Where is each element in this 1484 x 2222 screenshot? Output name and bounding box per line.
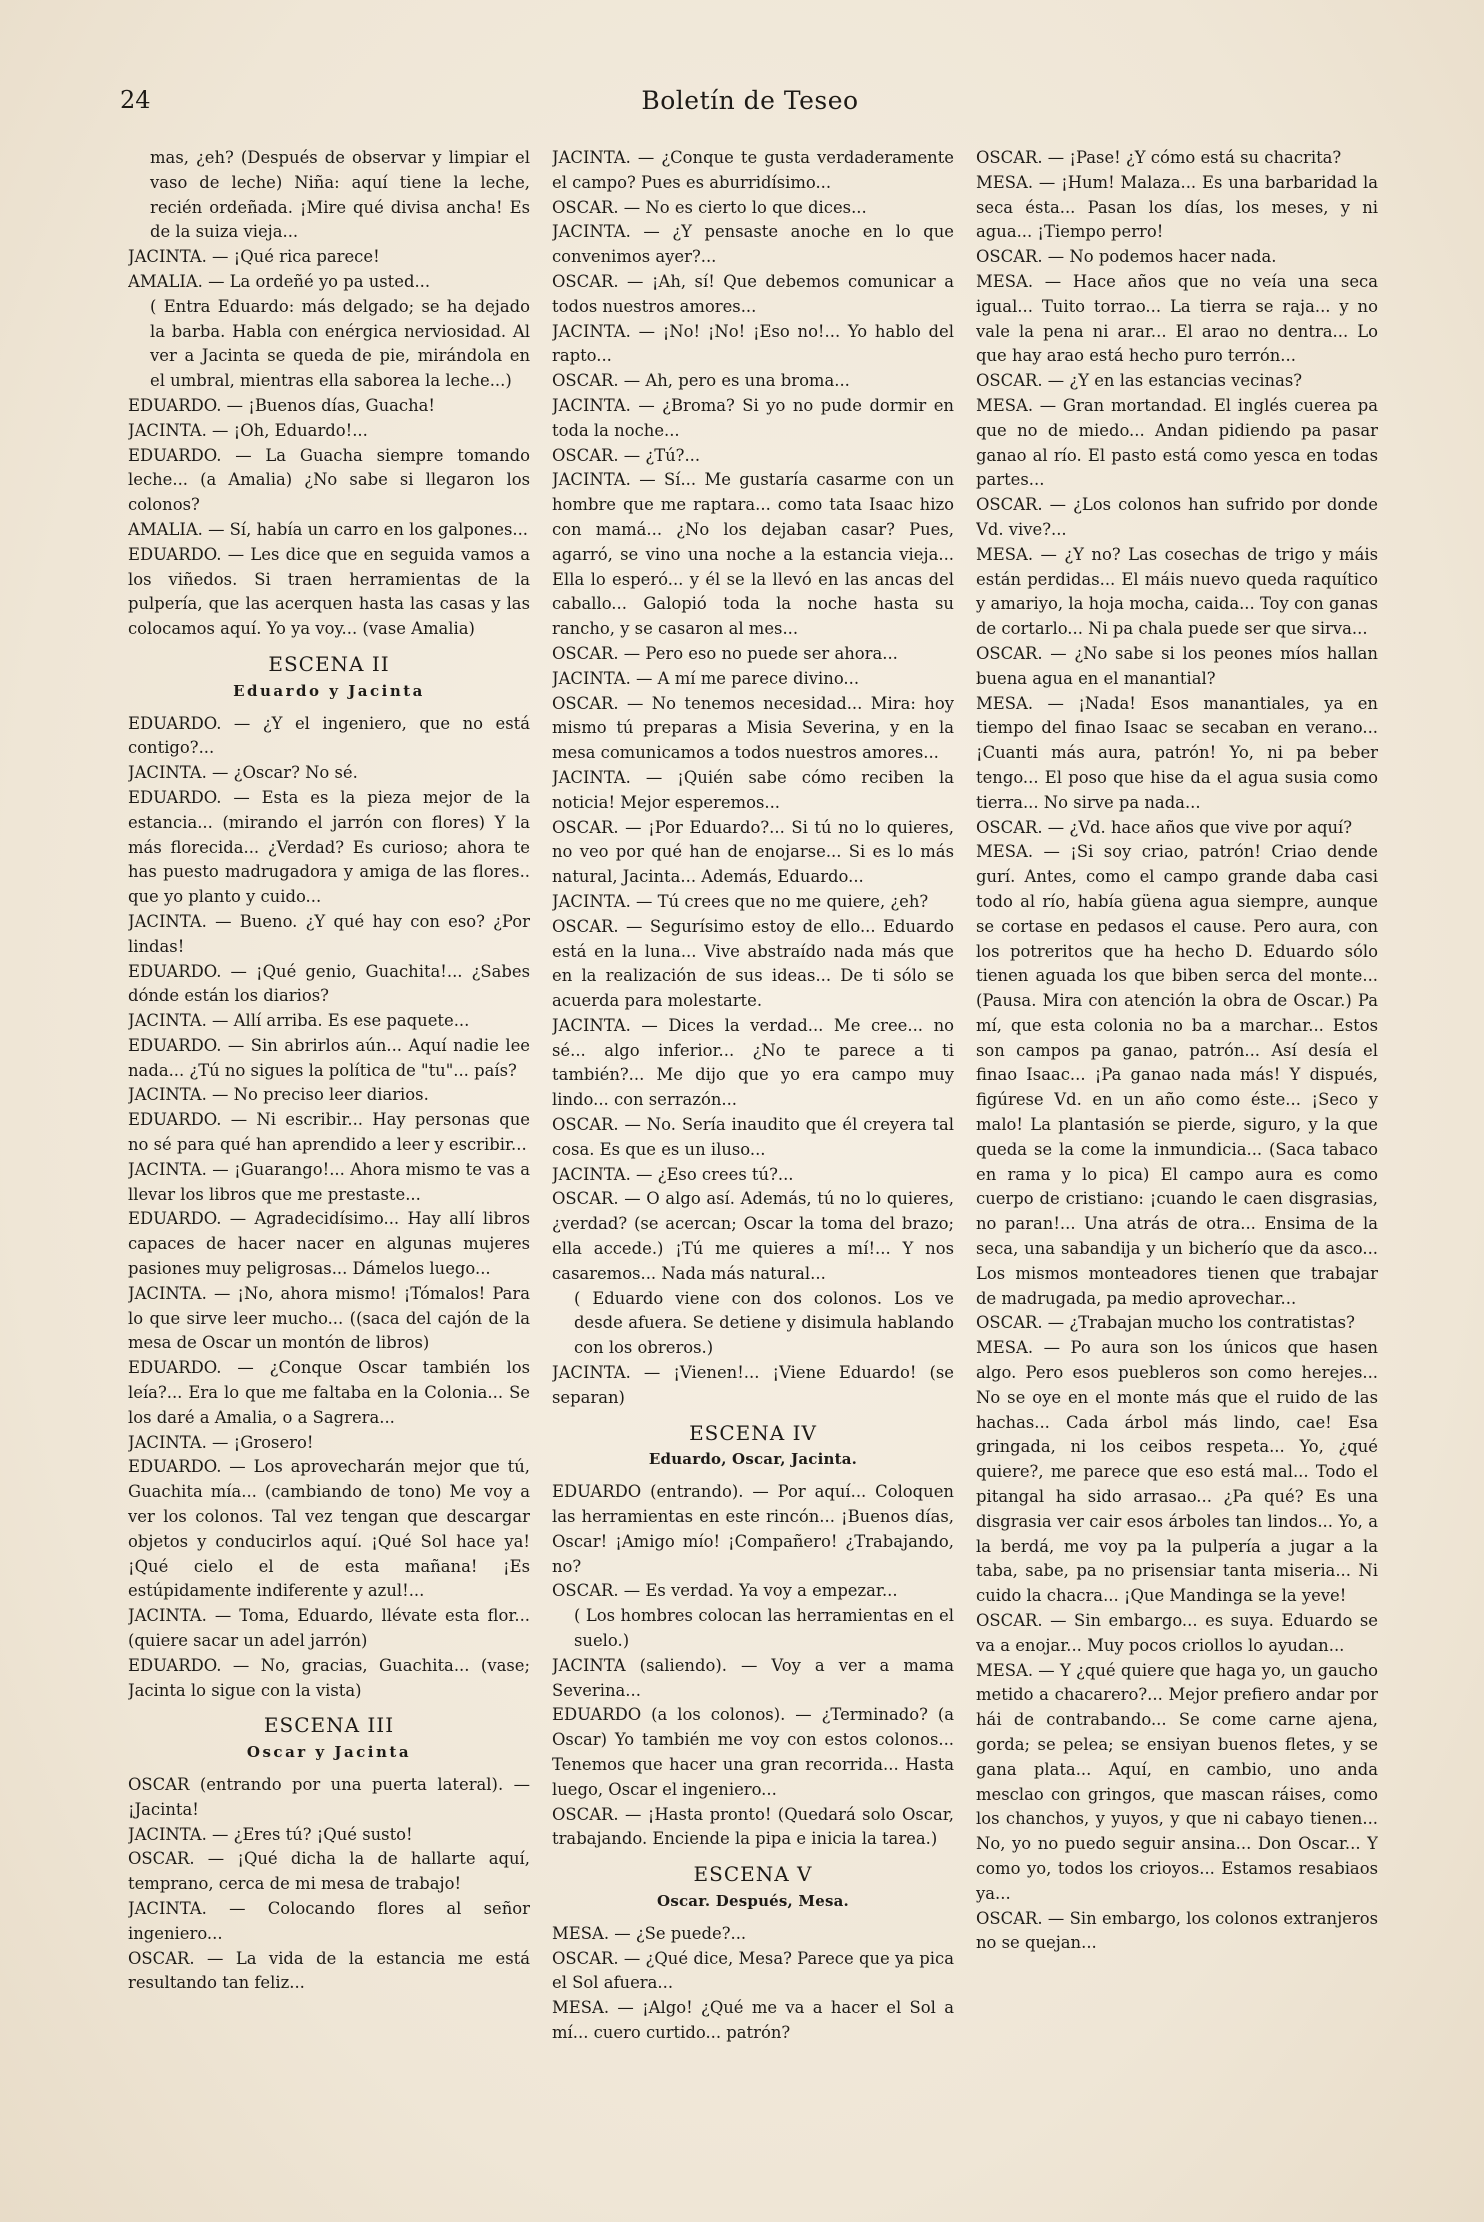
dialogue-line: MESA. — Y ¿qué quiere que haga yo, un gaucho metido a chacarero?... Mejor prefiero andar por hái de contrabando... Se come carne ajena, gorda; se pelea; se ensiyan buenos fletes, y se gana plata... Aquí, en cambio, uno anda mesclao con gringos, que mascan ráises, como los chanchos, y yuyos, y que ni cabayo tienen... No, yo no puedo seguir ansina... Don Oscar... Y como yo, todos los crioyos... Estamos resabiaos ya... (976, 1660, 1378, 1903)
dialogue-line: JACINTA. — Bueno. ¿Y qué hay con eso? ¿Por lindas! (128, 911, 530, 956)
dialogue-line: JACINTA. — ¿Eso crees tú?... (552, 1164, 794, 1184)
dialogue-line: JACINTA. — ¡Guarango!... Ahora mismo te vas a llevar los libros que me prestaste... (128, 1159, 530, 1204)
dialogue-line: MESA. — ¡Hum! Malaza... Es una barbaridad la seca ésta... Pasan los días, los meses, y ni agua... ¡Tiempo perro! (976, 172, 1378, 242)
dialogue-line: OSCAR. — ¿Qué dice, Mesa? Parece que ya pica el Sol afuera... (552, 1948, 954, 1993)
dialogue-line: JACINTA. — ¿Conque te gusta verdaderamente el campo? Pues es aburridísimo... (552, 148, 954, 192)
dialogue-line: OSCAR. — ¿No sabe si los peones míos hallan buena agua en el manantial? (976, 643, 1378, 688)
dialogue-line: EDUARDO (a los colonos). — ¿Terminado? (a Oscar) Yo también me voy con estos colonos... Tenemos que hacer una gran recorrida... Hasta luego, Oscar el ingeniero... (552, 1705, 954, 1799)
dialogue-line: JACINTA. — ¡Grosero! (128, 1432, 314, 1452)
dialogue-line: JACINTA (saliendo). — Voy a ver a mama Severina... (552, 1655, 954, 1700)
dialogue-line: EDUARDO. — Agradecidísimo... Hay allí libros capaces de hacer nacer en algunas mujeres pasiones muy peligrosas... Dámelos luego... (128, 1209, 530, 1279)
dialogue-line: OSCAR. — ¿Trabajan mucho los contratistas? (976, 1313, 1355, 1333)
dialogue-line: JACINTA. — ¡Qué rica parece! (128, 247, 380, 267)
dialogue-line: JACINTA. — ¿Oscar? No sé. (128, 763, 358, 783)
dialogue-line: JACINTA. — ¿Eres tú? ¡Qué susto! (128, 1824, 413, 1844)
paragraph: mas, ¿eh? (Después de observar y limpiar el vaso de leche) Niña: aquí tiene la leche, recién ordeñada. ¡Mire qué divisa ancha! Es de la suiza vieja... (150, 148, 530, 242)
dialogue-line: JACINTA. — Dices la verdad... Me cree... no sé... algo inferior... ¿No te parece a ti también?... Me dijo que yo era campo muy lindo... con serrazón... (552, 1015, 954, 1110)
dialogue-line: JACINTA. — ¡Quién sabe cómo reciben la noticia! Mejor esperemos... (552, 767, 954, 812)
dialogue-line: EDUARDO. — ¡Qué genio, Guachita!... ¿Sabes dónde están los diarios? (128, 961, 530, 1006)
scene-title: ESCENA V (693, 1862, 813, 1887)
dialogue-line: EDUARDO. — Esta es la pieza mejor de la estancia... (mirando el jarrón con flores) Y la más florecida... ¿Verdad? Es curioso; ahora te has puesto madrugadora y amiga de las flores.. que yo planto y cuido... (128, 787, 530, 907)
dialogue-line: OSCAR. — No tenemos necesidad... Mira: hoy mismo tú preparas a Misia Severina, y en la mesa comunicamos a todos nuestros amores... (552, 693, 954, 763)
dialogue-line: OSCAR. — Sin embargo, los colonos extranjeros no se quejan... (976, 1908, 1378, 1953)
dialogue-line: JACINTA. — Allí arriba. Es ese paquete... (128, 1011, 470, 1031)
dialogue-line: EDUARDO. — ¿Y el ingeniero, que no está contigo?... (128, 713, 530, 758)
dialogue-line: MESA. — ¿Y no? Las cosechas de trigo y máis están perdidas... El máis nuevo queda raquítico y amariyo, la hoja mocha, caida... Toy con ganas de cortarlo... Ni pa chala puede ser que sirva... (976, 544, 1378, 639)
dialogue-line: OSCAR. — No podemos hacer nada. (976, 247, 1277, 267)
dialogue-line: JACINTA. — A mí me parece divino... (552, 668, 860, 688)
dialogue-line: OSCAR. — Pero eso no puede ser ahora... (552, 643, 898, 663)
dialogue-line: JACINTA. — ¡No, ahora mismo! ¡Tómalos! Para lo que sirve leer mucho... ((saca del cajón de la mesa de Oscar un montón de libros) (128, 1283, 530, 1353)
dialogue-line: JACINTA. — ¡Vienen!... ¡Viene Eduardo! (se separan) (552, 1363, 954, 1407)
dialogue-line: MESA. — ¡Nada! Esos manantiales, ya en tiempo del finao Isaac se secaban en verano... ¡Cuanti más aura, patrón! Yo, ni pa beber tengo... El poso que hise da el agua susia como tierra... No sirve pa nada... (976, 693, 1378, 812)
dialogue-line: OSCAR. — No. Sería inaudito que él creyera tal cosa. Es que es un iluso... (552, 1115, 954, 1159)
dialogue-line: OSCAR. — Segurísimo estoy de ello... Eduardo está en la luna... Vive abstraído nada más que en la realización de sus ideas... De ti sólo se acuerda para molestarte. (552, 916, 954, 1011)
dialogue-line: OSCAR. — Es verdad. Ya voy a empezar... (552, 1581, 898, 1601)
dialogue-line: AMALIA. — Sí, había un carro en los galpones... (128, 519, 528, 539)
dialogue-line: MESA. — ¿Se puede?... (552, 1923, 747, 1943)
dialogue-line: JACINTA. — ¿Y pensaste anoche en lo que convenimos ayer?... (552, 222, 954, 267)
dialogue-line: JACINTA. — Colocando flores al señor ingeniero... (128, 1898, 530, 1943)
scene-title: ESCENA II (268, 651, 390, 676)
dialogue-line: OSCAR. — O algo así. Además, tú no lo quieres, ¿verdad? (se acercan; Oscar la toma del brazo; ella accede.) ¡Tú me quieres a mí!... Y nos casaremos... Nada más natural... (552, 1189, 954, 1283)
dialogue-line: OSCAR. — ¡Qué dicha la de hallarte aquí, temprano, cerca de mi mesa de trabajo! (128, 1849, 530, 1894)
dialogue-line: JACINTA. — ¿Broma? Si yo no pude dormir en toda la noche... (552, 395, 954, 440)
dialogue-line: OSCAR. — ¿Vd. hace años que vive por aquí? (976, 817, 1353, 837)
dialogue-line: EDUARDO. — La Guacha siempre tomando leche... (a Amalia) ¿No sabe si llegaron los colonos? (128, 445, 530, 515)
dialogue-line: JACINTA. — No preciso leer diarios. (128, 1085, 429, 1105)
text-columns (128, 146, 1378, 2206)
dialogue-line: OSCAR. — ¿Los colonos han sufrido por donde Vd. vive?... (976, 495, 1378, 539)
dialogue-line: OSCAR. — Ah, pero es una broma... (552, 371, 850, 391)
dialogue-line: EDUARDO. — Sin abrirlos aún... Aquí nadie lee nada... ¿Tú no sigues la política de "tu"... país? (128, 1035, 530, 1080)
dialogue-line: EDUARDO. — ¡Buenos días, Guacha! (128, 395, 436, 415)
dialogue-line: EDUARDO. — No, gracias, Guachita... (vase; Jacinta lo sigue con la vista) (128, 1655, 530, 1700)
dialogue-line: OSCAR. — ¡Por Eduardo?... Si tú no lo quieres, no veo por qué han de enojarse... Si es lo más natural, Jacinta... Además, Eduardo... (552, 817, 954, 887)
dialogue-line: MESA. — ¡Si soy criao, patrón! Criao dende gurí. Antes, como el campo grande daba casi todo al río, había güena agua siempre, aunque se cortase en pedasos el cause. Pero aura, con los potreritos que ha hecho D. Eduardo sólo tienen aguada los que biben serca del monte... (Pausa. Mira con atención la obra de Oscar.) Pa mí, que esta colonia no ba a marchar... Estos son campos pa ganao, patrón... Así desía el finao Isaac... ¡Pa ganao nada más! Y dispués, figúrese Vd. en un año como éste... ¡Seco y malo! La plantasión se pierde, siguro, y la que queda se la come la inmundicia... (Saca tabaco en rama y lo pica) El campo aura es como cuerpo de cristiano: ¡cuando le caen disgrasias, no paran!... Una atrás de otra... Ensima de la seca, una sabandija y un bicherío que da asco... Los mismos monteadores tienen que trabajar de madrugada, pa medio aprovechar... (976, 842, 1378, 1308)
dialogue-line: OSCAR. — Sin embargo... es suya. Eduardo se va a enojar... Muy pocos criollos lo ayudan... (976, 1611, 1378, 1655)
dialogue-line: OSCAR. — ¿Y en las estancias vecinas? (976, 371, 1303, 391)
stage-direction: ( Eduardo viene con dos colonos. Los ve desde afuera. Se detiene y disimula hablando con los obreros.) (574, 1288, 954, 1358)
dialogue-line: MESA. — Hace años que no veía una seca igual... Tuito torrao... La tierra se raja... y no vale la pena ni arar... El arao no dentra... Lo que hay arao está hecho puro terrón... (976, 271, 1378, 366)
scene-cast: Oscar. Después, Mesa. (657, 1891, 849, 1910)
dialogue-line: JACINTA. — ¡Oh, Eduardo!... (128, 420, 368, 440)
column-2 (552, 146, 954, 2206)
page-header (120, 86, 1380, 130)
page-number: 24 (120, 86, 151, 114)
column-1 (128, 146, 530, 2206)
running-title: Boletín de Teseo (641, 86, 859, 115)
dialogue-line: JACINTA. — ¡No! ¡No! ¡Eso no!... Yo hablo del rapto... (552, 321, 954, 366)
dialogue-line: OSCAR. — ¡Pase! ¿Y cómo está su chacrita? (976, 148, 1342, 167)
column-3 (976, 146, 1378, 2206)
dialogue-line: AMALIA. — La ordeñé yo pa usted... (128, 271, 431, 291)
stage-direction: ( Entra Eduardo: más delgado; se ha dejado la barba. Habla con enérgica nerviosidad. Al ver a Jacinta se queda de pie, mirándola en el umbral, mientras ella saborea la leche...) (150, 296, 530, 391)
dialogue-line: MESA. — Po aura son los únicos que hasen algo. Pero esos puebleros son como herejes... No se oye en el monte más que el ruido de las hachas... Cada árbol más lindo, cae! Esa gringada, ni los ceibos respeta... Yo, ¿qué quiere?, me parece que eso está mal... Todo el pitangal ha sido arrasao... ¿Pa qué? Es una disgrasia ver cair esos árboles tan lindos... Yo, a la berdá, me voy pa la pulpería a jugar a la taba, sabe, pa no prisensiar tanta miseria... Ni cuido la chacra... ¡Que Mandinga se la yeve! (976, 1338, 1378, 1606)
scene-cast: Eduardo y Jacinta (233, 681, 425, 700)
dialogue-line: JACINTA. — Tú crees que no me quiere, ¿eh? (552, 891, 929, 911)
dialogue-line: EDUARDO. — ¿Conque Oscar también los leía?... Era lo que me faltaba en la Colonia... Se los daré a Amalia, o a Sagrera... (128, 1358, 530, 1427)
scene-title: ESCENA IV (689, 1420, 817, 1445)
dialogue-line: OSCAR. — ¡Hasta pronto! (Quedará solo Oscar, trabajando. Enciende la pipa e inicia la tarea.) (552, 1804, 954, 1849)
dialogue-line: MESA. — ¡Algo! ¿Qué me va a hacer el Sol a mí... cuero curtido... patrón? (552, 1998, 954, 2042)
dialogue-line: EDUARDO. — Los aprovecharán mejor que tú, Guachita mía... (cambiando de tono) Me voy a ver los colonos. Tal vez tengan que descargar objetos y conducirlos aquí. ¡Qué Sol hace ya! ¡Qué cielo el de esta mañana! ¡Es estúpidamente indiferente y azul!... (128, 1457, 530, 1601)
dialogue-line: JACINTA. — Sí... Me gustaría casarme con un hombre que me raptara... como tata Isaac hizo con mamá... ¿No los dejaban casar? Pues, agarró, se vino una noche a la estancia vieja... Ella lo esperó... y él se la llevó en las ancas del caballo... Galopió toda la noche hasta su rancho, y se casaron al mes... (552, 470, 954, 639)
dialogue-line: EDUARDO (entrando). — Por aquí... Coloquen las herramientas en este rincón... ¡Buenos días, Oscar! ¡Amigo mío! ¡Compañero! ¿Trabajando, no? (552, 1482, 954, 1576)
scene-cast: Oscar y Jacinta (246, 1743, 412, 1762)
dialogue-line: JACINTA. — Toma, Eduardo, llévate esta flor... (quiere sacar un adel jarrón) (128, 1606, 530, 1651)
scene-cast: Eduardo, Oscar, Jacinta. (648, 1450, 858, 1469)
scene-title: ESCENA III (263, 1713, 395, 1738)
dialogue-line: EDUARDO. — Les dice que en seguida vamos a los viñedos. Si traen herramientas de la pulpería, que las acerquen hasta las casas y las colocamos aquí. Yo ya voy... (vase Amalia) (128, 544, 530, 639)
dialogue-line: EDUARDO. — Ni escribir... Hay personas que no sé para qué han aprendido a leer y escribir... (128, 1110, 530, 1155)
dialogue-line: OSCAR (entrando por una puerta lateral). — ¡Jacinta! (128, 1775, 530, 1819)
dialogue-line: OSCAR. — ¡Ah, sí! Que debemos comunicar a todos nuestros amores... (552, 271, 954, 316)
dialogue-line: MESA. — Gran mortandad. El inglés cuerea pa que no de miedo... Andan pidiendo pa pasar ganao al río. El pasto está como yesca en todas partes... (976, 395, 1378, 490)
dialogue-line: OSCAR. — No es cierto lo que dices... (552, 197, 867, 217)
stage-direction: ( Los hombres colocan las herramientas en el suelo.) (574, 1606, 954, 1651)
dialogue-line: OSCAR. — La vida de la estancia me está resultando tan feliz... (128, 1948, 530, 1993)
dialogue-line: OSCAR. — ¿Tú?... (552, 445, 701, 465)
